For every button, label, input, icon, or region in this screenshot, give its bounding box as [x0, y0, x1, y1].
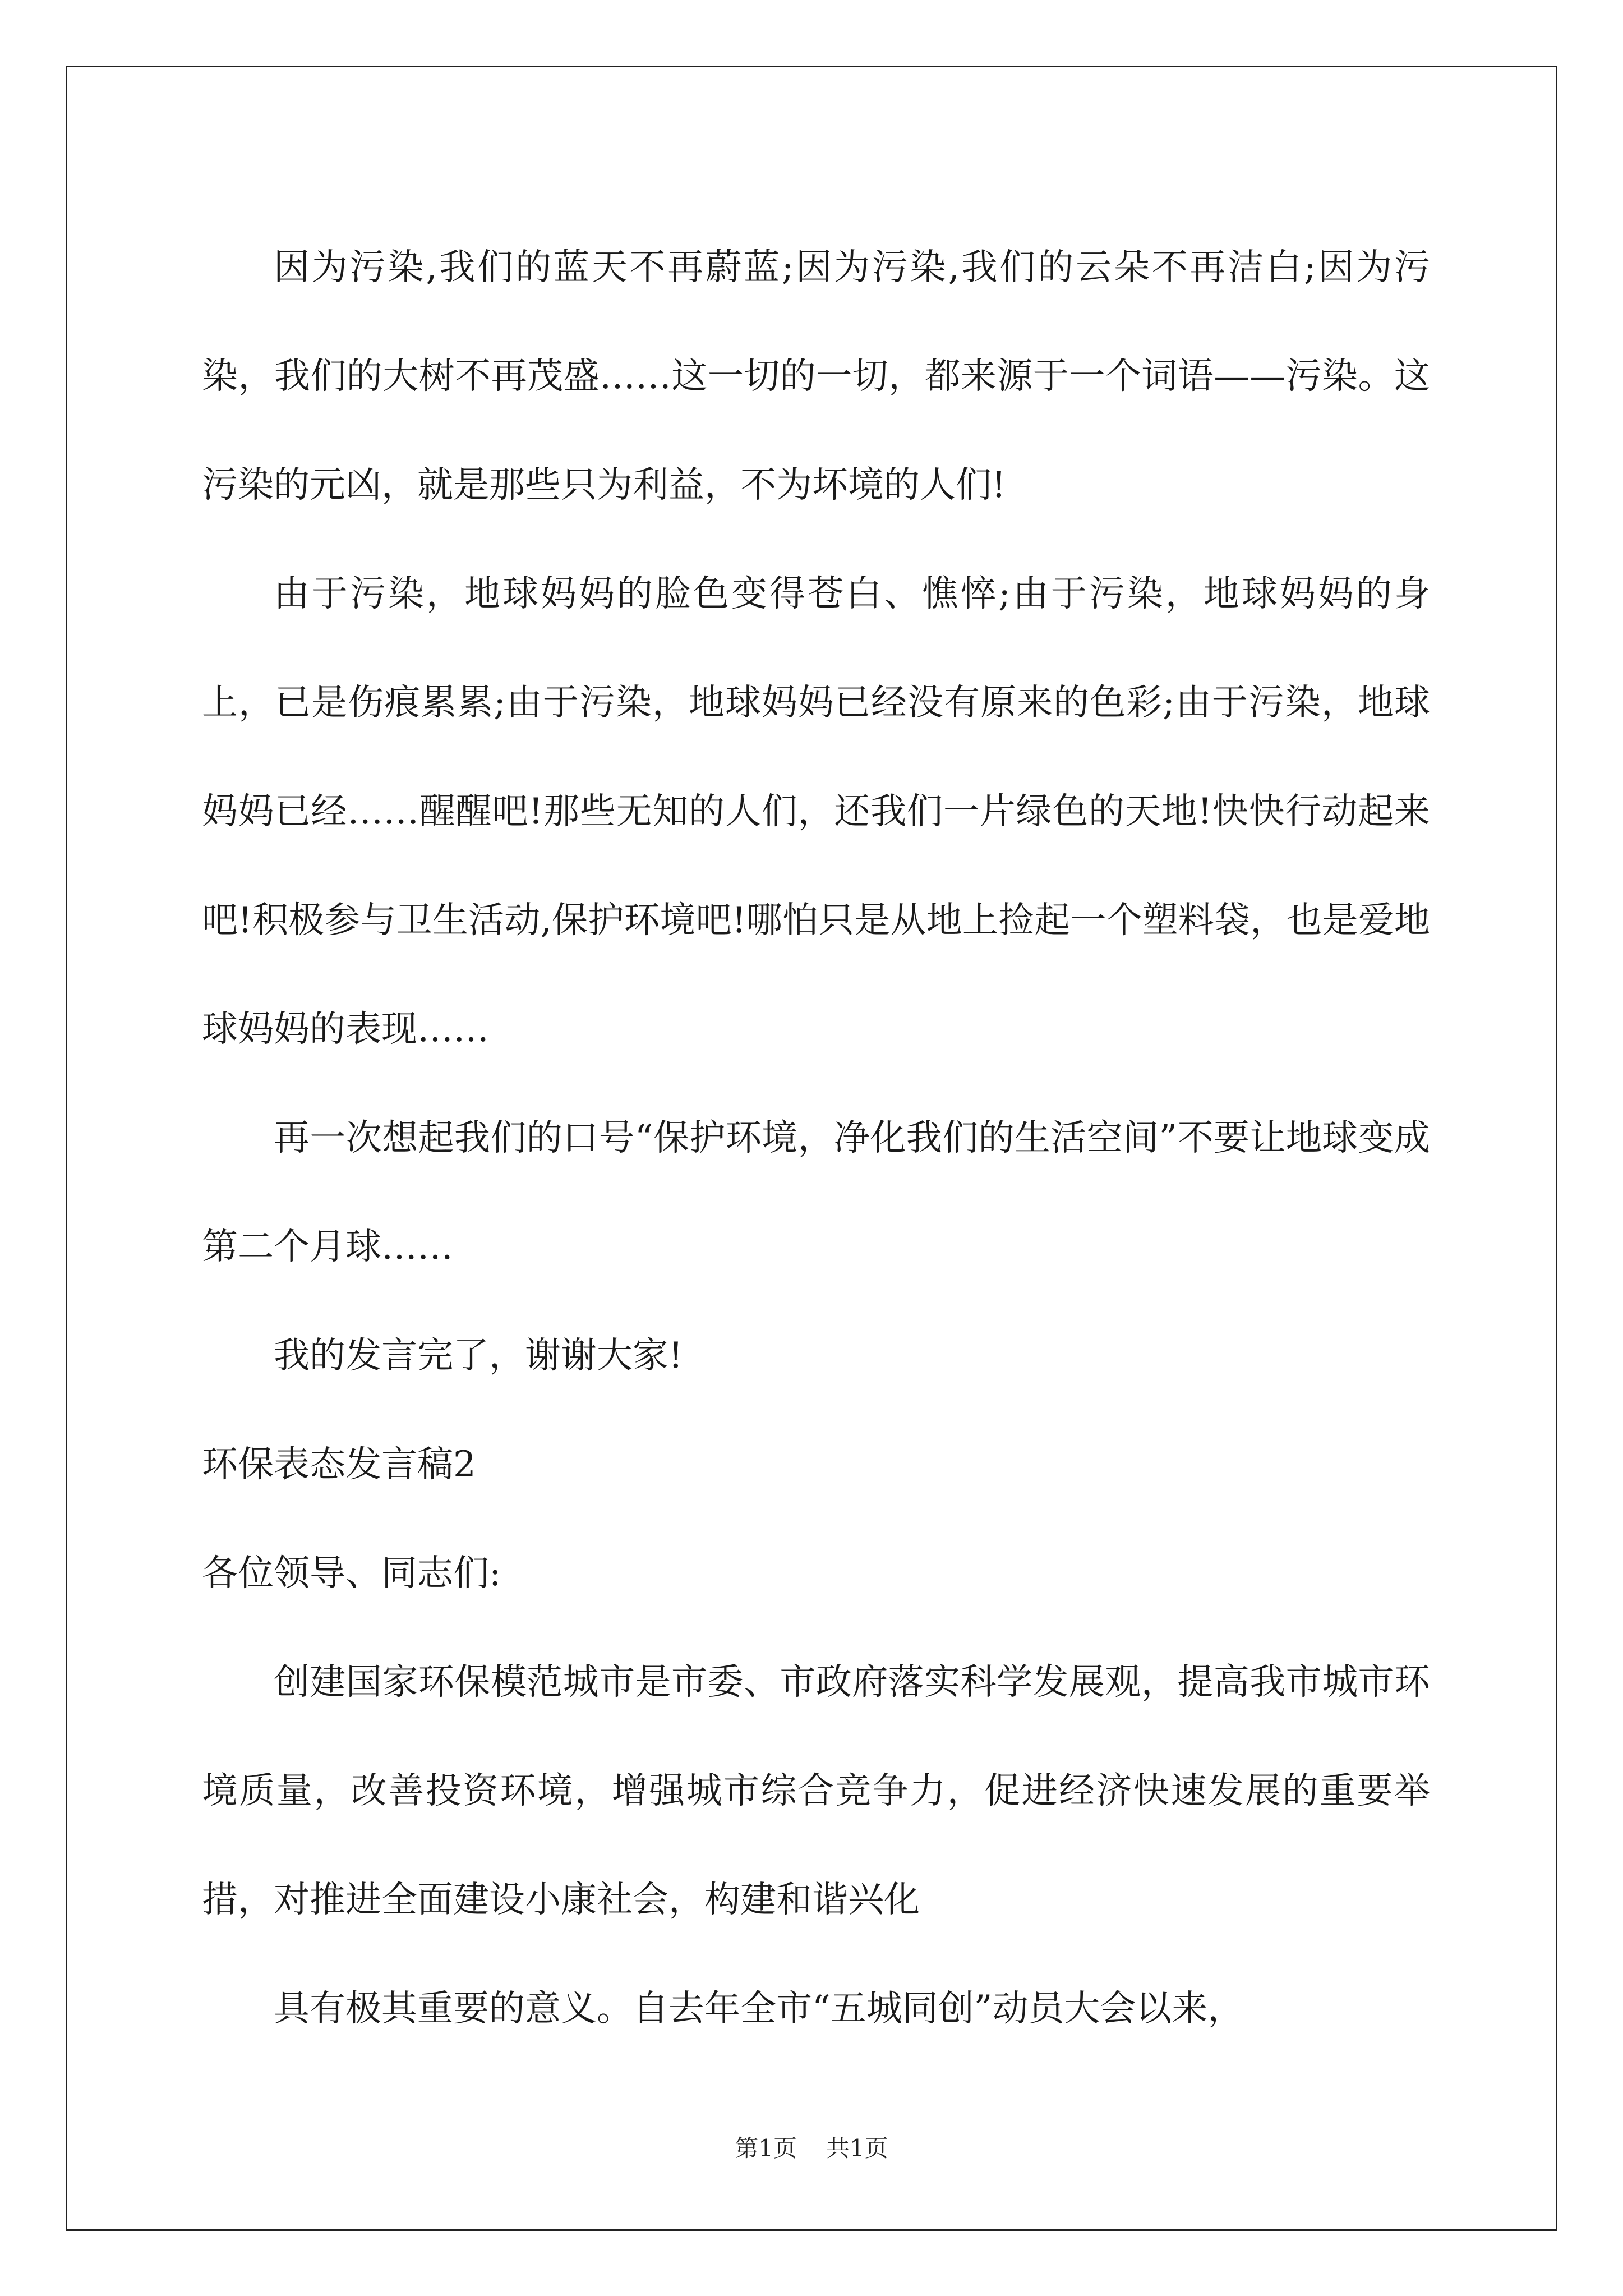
paragraph-significance: 具有极其重要的意义。自去年全市“五城同创”动员大会以来， [274, 1988, 1244, 2030]
paragraph-slogan: 再一次想起我们的口号“保护环境，净化我们的生活空间”不要让地球变成第二个月球…… [202, 1117, 1430, 1268]
document-body [202, 213, 1430, 2063]
page-footer [0, 2132, 1623, 2165]
section-title: 环保表态发言稿2 [202, 1444, 476, 1485]
paragraph-pollution-sky: 因为污染,我们的蓝天不再蔚蓝;因为污染,我们的云朵不再洁白;因为污染，我们的大树不再茂盛……这一切的一切，都来源于一个词语——污染。这污染的元凶，就是那些只为利益，不为坏境的人们! [202, 247, 1430, 506]
paragraph-mother-earth: 由于污染，地球妈妈的脸色变得苍白、憔悴;由于污染，地球妈妈的身上，已是伤痕累累;由于污染，地球妈妈已经没有原来的色彩;由于污染，地球妈妈已经……醒醒吧!那些无知的人们，还我们一片绿色的天地!快快行动起来吧!积极参与卫生活动,保护环境吧!哪怕只是从地上捡起一个塑料袋，也是爱地球妈妈的表现…… [202, 573, 1430, 1050]
page-number-total: 共1页 [826, 2134, 888, 2162]
paragraph-model-city: 创建国家环保模范城市是市委、市政府落实科学发展观，提高我市城市环境质量，改善投资环境，增强城市综合竞争力，促进经济快速发展的重要举措，对推进全面建设小康社会，构建和谐兴化 [202, 1662, 1430, 1921]
paragraph-closing: 我的发言完了，谢谢大家! [274, 1335, 683, 1377]
page-number-current: 第1页 [735, 2134, 797, 2162]
salutation: 各位领导、同志们: [202, 1553, 501, 1594]
